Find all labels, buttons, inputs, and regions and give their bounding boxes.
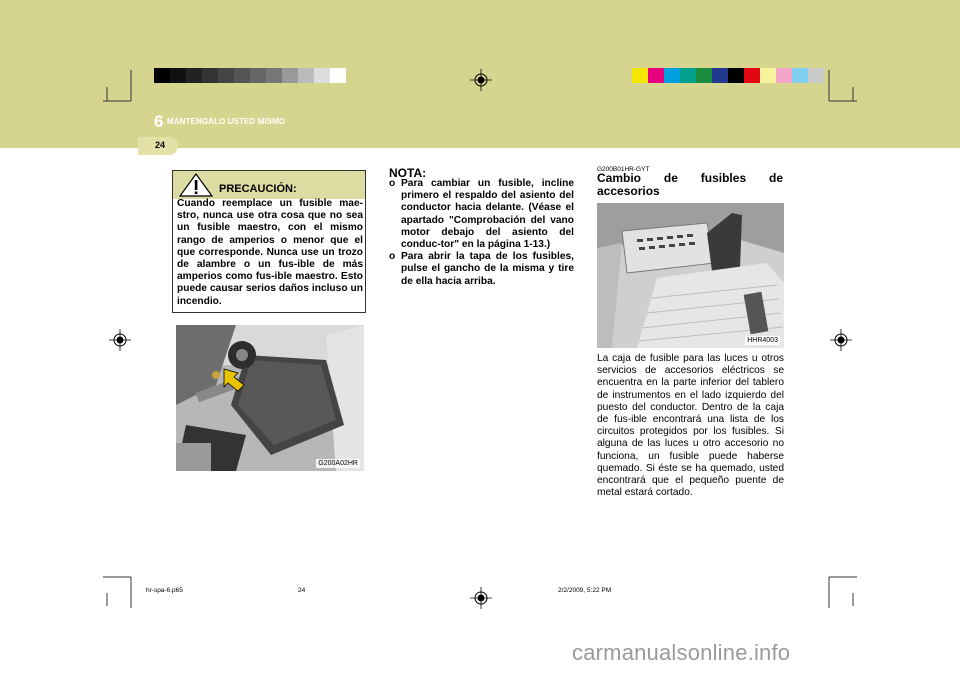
registration-mark-icon xyxy=(830,329,852,351)
section-code: G200B01HR-GYT xyxy=(597,166,650,173)
warning-exclamation-icon xyxy=(179,173,213,197)
note-title: NOTA: xyxy=(389,166,427,180)
footer-file: hr-spa-6.p65 xyxy=(146,587,183,594)
section-body-text: La caja de fusible para las luces u otros servicios de accesorios eléctricos se encuentra en la parte inferior del tablero de instrumentos en el lado izquierdo del puesto del conductor. Dentro de la caja de fus-ible encontrará una lista de los circuitos protegidos por los fusibles. Si alguna de las luces u otro accesorio no funciona, un fusible puede haberse quemado. Si éste se ha quemado, usted encontrará que el pequeño puente de metal estará cortado. xyxy=(597,353,784,499)
footer-page: 24 xyxy=(298,587,306,594)
note-list xyxy=(389,178,574,288)
grayscale-calibration-bar xyxy=(154,68,346,83)
chapter-number: 6 xyxy=(154,112,164,131)
note-item-text: Para cambiar un fusible, incline primero el respaldo del asiento del conductor hacia delante. (Véase el apartado "Comprobación del vano motor debajo del asiento del conduc-tor" en la página 1-13.) xyxy=(401,178,574,251)
registration-mark-icon xyxy=(470,587,492,609)
caution-text: Cuando reemplace un fusible mae-stro, nunca use otra cosa que no sea un fusible maestro, con el mismo rango de amperios o menor que el que corresponde. Nunca use un trozo de alambre o un fus-ible de más amperios como fus-ible maestro. Esto puede causar serios daños incluso un incendio. xyxy=(177,198,363,307)
list-item xyxy=(389,178,574,251)
note-item-text: Para abrir la tapa de los fusibles, pulse el gancho de la misma y tire de ella hacia arriba. xyxy=(401,251,574,287)
bullet-mark: o xyxy=(389,178,396,189)
bullet-mark: o xyxy=(389,251,396,263)
photo-code: HHR4003 xyxy=(747,337,778,344)
fuse-box-illustration xyxy=(176,325,364,471)
interior-fuse-box-photo xyxy=(597,203,784,348)
section-title: Cambio de fusibles de accesorios xyxy=(597,171,783,198)
list-item xyxy=(389,251,574,288)
caution-title: PRECAUCIÓN: xyxy=(219,183,297,195)
registration-mark-icon xyxy=(109,329,131,351)
page-number: 24 xyxy=(155,140,166,150)
color-calibration-bar xyxy=(632,68,824,83)
chapter-title: MANTENGALO USTED MISMO xyxy=(167,117,286,126)
registration-mark-icon xyxy=(470,69,492,91)
photo-code: G200A02HR xyxy=(318,460,358,467)
engine-fuse-box-photo xyxy=(176,325,364,471)
footer-datetime: 2/2/2009, 5:22 PM xyxy=(558,587,612,594)
dashboard-illustration xyxy=(597,203,784,348)
caution-box xyxy=(172,170,366,313)
watermark-link[interactable]: carmanualsonline.info xyxy=(572,640,791,665)
